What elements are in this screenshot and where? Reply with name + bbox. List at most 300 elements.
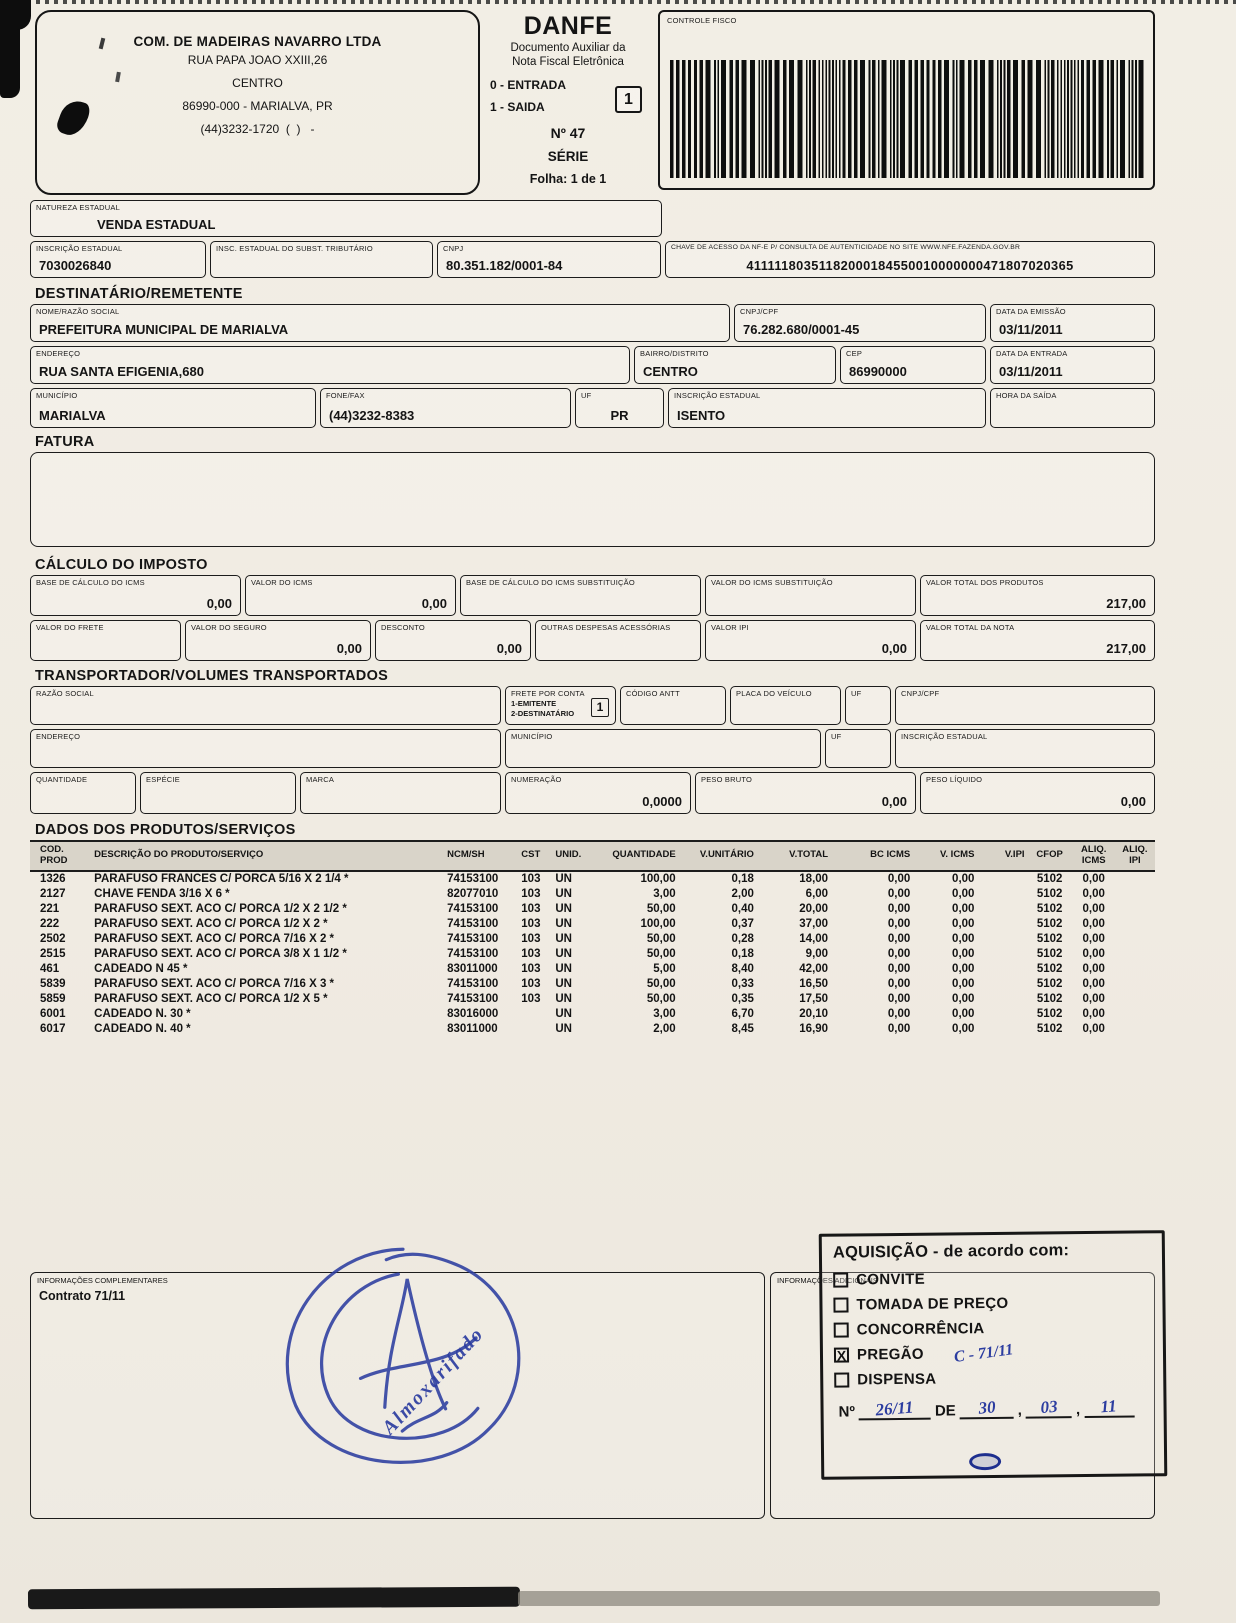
product-cell: 6001 <box>40 1008 66 1021</box>
field-value: 41111180351182000184550010000000471807020365 <box>746 258 1074 273</box>
checkbox-checked-icon: X <box>834 1348 849 1363</box>
product-cell: 0,00 <box>952 888 975 901</box>
handwritten-numero: 26/11 <box>859 1400 931 1421</box>
product-column-header: V.TOTAL <box>756 841 830 871</box>
field-label: VALOR DO SEGURO <box>191 623 267 632</box>
field-endereco-destinatario <box>30 346 630 384</box>
product-cell: 3,00 <box>653 1008 676 1021</box>
product-cell: 17,50 <box>799 993 829 1006</box>
field-label: DATA DA ENTRADA <box>996 349 1068 358</box>
section-title-destinatario: DESTINATÁRIO/REMETENTE <box>35 286 243 302</box>
product-cell: 0,00 <box>887 978 911 991</box>
stamp-option <box>834 1339 1152 1367</box>
product-cell: 0,00 <box>952 993 975 1006</box>
field-inscricao-estadual <box>30 241 206 278</box>
product-cell: 20,10 <box>799 1008 829 1021</box>
field-value: 0,00 <box>336 641 362 656</box>
field-nome-razao-social <box>30 304 730 342</box>
frete-conta-options <box>511 699 574 719</box>
product-cell: 6,70 <box>731 1008 754 1021</box>
product-cell: 0,28 <box>731 933 754 946</box>
field-value: 0,00 <box>496 641 522 656</box>
section-title-transportador: TRANSPORTADOR/VOLUMES TRANSPORTADOS <box>35 668 389 684</box>
product-cell: 103 <box>521 933 541 946</box>
product-cell: 5102 <box>1036 888 1063 901</box>
product-cell: 5102 <box>1036 993 1063 1006</box>
product-cell <box>1115 917 1155 932</box>
field-outras-despesas <box>535 620 701 661</box>
field-especie <box>140 772 296 814</box>
field-label: ENDEREÇO <box>36 349 81 358</box>
product-cell: 103 <box>521 918 541 931</box>
product-cell: 0,00 <box>887 873 911 886</box>
field-value: 7030026840 <box>39 258 112 273</box>
product-cell: UN <box>555 978 572 991</box>
field-value: MARIALVA <box>39 408 106 423</box>
danfe-option-entrada: 0 - ENTRADA <box>490 78 567 92</box>
product-cell: UN <box>555 993 572 1006</box>
product-cell: 0,00 <box>1082 978 1105 991</box>
field-label: BAIRRO/DISTRITO <box>640 349 709 358</box>
product-cell: PARAFUSO SEXT. ACO C/ PORCA 7/16 X 3 * <box>94 978 335 991</box>
product-cell: 103 <box>521 993 541 1006</box>
product-cell: 0,40 <box>731 903 754 916</box>
product-cell: 103 <box>521 963 541 976</box>
product-cell: 5839 <box>40 978 66 991</box>
product-cell: 0,00 <box>1082 963 1105 976</box>
product-cell: PARAFUSO SEXT. ACO C/ PORCA 1/2 X 2 1/2 * <box>94 903 347 916</box>
product-cell: 0,18 <box>731 873 754 886</box>
product-cell: 74153100 <box>447 918 499 931</box>
field-label: UF <box>851 689 862 698</box>
product-cell: UN <box>555 1008 572 1021</box>
field-codigo-antt <box>620 686 726 725</box>
field-value: 03/11/2011 <box>999 364 1063 379</box>
product-cell: 0,00 <box>952 1023 975 1036</box>
product-cell <box>976 962 1026 977</box>
product-row <box>30 871 1155 887</box>
product-cell: 103 <box>521 873 541 886</box>
scan-artifact <box>0 0 31 30</box>
field-marca <box>300 772 501 814</box>
product-row <box>30 1022 1155 1037</box>
product-column-header: ALIQ. ICMS <box>1073 841 1115 871</box>
product-cell <box>1115 977 1155 992</box>
field-label: CNPJ/CPF <box>740 307 779 316</box>
stamp-number-row <box>834 1397 1152 1420</box>
product-row <box>30 992 1155 1007</box>
stamp-option <box>833 1289 1151 1317</box>
product-cell: 0,00 <box>887 993 911 1006</box>
field-inscricao-estadual-transportador <box>895 729 1155 768</box>
field-label: PESO LÍQUIDO <box>926 775 983 784</box>
product-cell: 0,00 <box>952 1008 975 1021</box>
product-cell: 0,00 <box>1082 888 1105 901</box>
field-label: VALOR DO ICMS <box>251 578 313 587</box>
product-cell: 100,00 <box>640 918 676 931</box>
field-label: VALOR IPI <box>711 623 749 632</box>
product-cell <box>976 1022 1026 1037</box>
checkbox-icon <box>833 1298 848 1313</box>
product-cell: 42,00 <box>799 963 829 976</box>
field-value: 0,00 <box>1120 794 1146 809</box>
product-cell: 6017 <box>40 1023 66 1036</box>
product-cell: 5102 <box>1036 978 1063 991</box>
field-value: PR <box>610 408 629 423</box>
product-column-header: DESCRIÇÃO DO PRODUTO/SERVIÇO <box>92 841 445 871</box>
product-cell <box>976 917 1026 932</box>
product-cell: 0,00 <box>952 933 975 946</box>
stamp-option <box>834 1364 1152 1392</box>
product-cell: 0,00 <box>887 903 911 916</box>
product-column-header: V.UNITÁRIO <box>678 841 756 871</box>
field-valor-total-nota <box>920 620 1155 661</box>
field-frete-por-conta <box>505 686 616 725</box>
stamp-option-label: TOMADA DE PREÇO <box>856 1294 1009 1314</box>
stamp-option <box>833 1264 1151 1292</box>
product-cell: 0,00 <box>887 888 911 901</box>
products-table-header-row <box>30 841 1155 871</box>
product-cell: 50,00 <box>646 933 676 946</box>
product-cell: 0,00 <box>887 918 911 931</box>
product-cell: UN <box>555 1023 572 1036</box>
product-column-header: CFOP <box>1027 841 1073 871</box>
product-cell <box>976 977 1026 992</box>
field-value: 03/11/2011 <box>999 322 1063 337</box>
field-label: ENDEREÇO <box>36 732 81 741</box>
field-value: ISENTO <box>677 408 726 423</box>
field-label: INSCRIÇÃO ESTADUAL <box>36 244 123 253</box>
fatura-box <box>30 452 1155 547</box>
field-label: RAZÃO SOCIAL <box>36 689 94 698</box>
barcode <box>670 60 1147 178</box>
product-cell: 83016000 <box>447 1008 499 1021</box>
product-cell <box>1115 992 1155 1007</box>
danfe-subtitle: Nota Fiscal Eletrônica <box>512 56 624 68</box>
handwritten-mes: 03 <box>1026 1398 1072 1418</box>
stamp-numero-label: Nº <box>838 1403 855 1421</box>
product-cell: 2127 <box>40 888 66 901</box>
product-cell: CADEADO N. 30 * <box>94 1008 191 1021</box>
product-row <box>30 947 1155 962</box>
product-cell: PARAFUSO SEXT. ACO C/ PORCA 1/2 X 2 * <box>94 918 328 931</box>
stamp-option-label: PREGÃO <box>856 1345 924 1364</box>
danfe-title: DANFE <box>523 12 613 40</box>
field-label: UF <box>831 732 842 741</box>
field-label: INSCRIÇÃO ESTADUAL <box>674 391 761 400</box>
field-label: VALOR DO FRETE <box>36 623 104 632</box>
product-cell: 5,00 <box>653 963 676 976</box>
product-cell <box>1115 902 1155 917</box>
product-cell: 0,00 <box>887 948 911 961</box>
product-cell: 5102 <box>1036 1023 1063 1036</box>
stamp-de-label: DE <box>934 1402 956 1420</box>
field-valor-icms-substituicao <box>705 575 916 616</box>
controle-fisco-box <box>658 10 1155 190</box>
checkbox-icon <box>834 1373 849 1388</box>
product-cell: 2515 <box>40 948 66 961</box>
emitter-address-line: 86990-000 - MARIALVA, PR <box>182 99 333 113</box>
field-uf-destinatario <box>575 388 664 428</box>
product-cell: 221 <box>40 903 60 916</box>
field-label: VALOR DO ICMS SUBSTITUIÇÃO <box>711 578 833 587</box>
danfe-block <box>482 12 654 196</box>
field-label: NATUREZA ESTADUAL <box>36 203 120 212</box>
danfe-subtitle: Documento Auxiliar da <box>510 42 626 54</box>
product-cell: 0,00 <box>952 978 975 991</box>
product-cell: 0,00 <box>887 933 911 946</box>
field-value: 0,00 <box>881 641 907 656</box>
field-label: CNPJ/CPF <box>901 689 940 698</box>
stamp-comma: , <box>1075 1401 1081 1419</box>
field-value: CENTRO <box>643 364 698 379</box>
field-label: INSCRIÇÃO ESTADUAL <box>901 732 988 741</box>
product-cell: 8,40 <box>731 963 754 976</box>
field-label: MARCA <box>306 775 335 784</box>
field-numeracao <box>505 772 691 814</box>
stamp-title: AQUISIÇÃO - de acordo com: <box>832 1241 1070 1262</box>
controle-fisco-label: CONTROLE FISCO <box>667 16 737 25</box>
field-value: 217,00 <box>1106 641 1146 656</box>
field-valor-icms <box>245 575 456 616</box>
product-row <box>30 977 1155 992</box>
field-valor-frete <box>30 620 181 661</box>
product-cell: CHAVE FENDA 3/16 X 6 * <box>94 888 230 901</box>
field-label: HORA DA SAÍDA <box>996 391 1057 400</box>
field-label: VALOR TOTAL DOS PRODUTOS <box>926 578 1044 587</box>
products-table-body <box>30 871 1155 1037</box>
danfe-folha: Folha: 1 de 1 <box>529 172 607 186</box>
product-cell: 5102 <box>1036 903 1063 916</box>
field-value: 0,00 <box>206 596 232 611</box>
field-valor-seguro <box>185 620 371 661</box>
stamp-option-label: CONCORRÊNCIA <box>856 1320 985 1339</box>
product-cell: 20,00 <box>799 903 829 916</box>
product-cell: 2,00 <box>731 888 754 901</box>
product-cell <box>976 902 1026 917</box>
frete-opcao-emitente: 1-EMITENTE <box>511 699 557 708</box>
field-value: 0,00 <box>881 794 907 809</box>
field-label: OUTRAS DESPESAS ACESSÓRIAS <box>541 623 671 632</box>
product-cell: 0,00 <box>1082 933 1105 946</box>
product-cell: 74153100 <box>447 903 499 916</box>
product-row <box>30 1007 1155 1022</box>
field-label: ESPÉCIE <box>146 775 180 784</box>
product-cell <box>976 871 1026 887</box>
product-cell: UN <box>555 888 572 901</box>
stamp-option <box>834 1314 1152 1342</box>
product-cell: 74153100 <box>447 948 499 961</box>
product-cell: 0,33 <box>731 978 754 991</box>
product-cell: 0,37 <box>731 918 754 931</box>
product-cell <box>976 947 1026 962</box>
field-label: FRETE POR CONTA <box>511 689 585 698</box>
product-cell: 0,00 <box>887 963 911 976</box>
product-cell: 0,00 <box>952 873 975 886</box>
field-value: 0,00 <box>421 596 447 611</box>
product-cell: 2,00 <box>653 1023 676 1036</box>
product-cell: 0,35 <box>731 993 754 1006</box>
field-value: PREFEITURA MUNICIPAL DE MARIALVA <box>39 322 289 337</box>
field-bc-icms <box>30 575 241 616</box>
emitter-address-line: RUA PAPA JOAO XXIII,26 <box>187 53 328 67</box>
product-cell: 8,45 <box>731 1023 754 1036</box>
products-table <box>30 840 1155 1037</box>
field-value: RUA SANTA EFIGENIA,680 <box>39 364 204 379</box>
field-uf-veiculo <box>845 686 891 725</box>
product-cell <box>976 932 1026 947</box>
product-cell: UN <box>555 933 572 946</box>
product-cell: PARAFUSO FRANCES C/ PORCA 5/16 X 2 1/4 * <box>94 873 349 886</box>
handwritten-dia: 30 <box>960 1399 1014 1420</box>
field-label: NUMERAÇÃO <box>511 775 562 784</box>
field-label: VALOR TOTAL DA NOTA <box>926 623 1015 632</box>
emitter-phone: (44)3232-1720 ( ) - <box>200 122 315 136</box>
field-valor-total-produtos <box>920 575 1155 616</box>
field-label: CÓDIGO ANTT <box>626 689 680 698</box>
frete-opcao-destinatario: 2-DESTINATÁRIO <box>511 709 575 718</box>
field-cnpj-cpf-destinatario <box>734 304 986 342</box>
product-cell <box>519 1007 553 1022</box>
field-label: CEP <box>846 349 863 358</box>
product-cell: 5102 <box>1036 918 1063 931</box>
product-column-header: V.IPI <box>976 841 1026 871</box>
section-title-imposto: CÁLCULO DO IMPOSTO <box>35 557 208 573</box>
emitter-box <box>35 10 480 195</box>
product-cell: 16,90 <box>799 1023 829 1036</box>
product-column-header: QUANTIDADE <box>597 841 677 871</box>
product-cell: 5859 <box>40 993 66 1006</box>
box-label: INFORMAÇÕES COMPLEMENTARES <box>37 1276 168 1285</box>
product-cell: 0,00 <box>887 1023 911 1036</box>
section-title-fatura: FATURA <box>35 434 95 450</box>
handwritten-note: C - 71/11 <box>952 1340 1015 1366</box>
product-cell: 0,00 <box>1082 903 1105 916</box>
field-bairro-distrito <box>634 346 836 384</box>
product-cell: 6,00 <box>805 888 829 901</box>
product-cell: UN <box>555 918 572 931</box>
field-valor-ipi <box>705 620 916 661</box>
product-cell: 2502 <box>40 933 66 946</box>
product-cell: 0,00 <box>952 948 975 961</box>
field-endereco-transportador <box>30 729 501 768</box>
product-cell: 37,00 <box>799 918 829 931</box>
field-hora-saida <box>990 388 1155 428</box>
emitter-name: COM. DE MADEIRAS NAVARRO LTDA <box>133 34 382 49</box>
product-cell: 0,00 <box>952 903 975 916</box>
product-cell: 5102 <box>1036 933 1063 946</box>
field-razao-social-transportador <box>30 686 501 725</box>
product-cell: 74153100 <box>447 978 499 991</box>
product-column-header: CST <box>519 841 553 871</box>
product-cell: 0,00 <box>1082 918 1105 931</box>
product-cell: 100,00 <box>640 873 676 886</box>
product-cell: 3,00 <box>653 888 676 901</box>
stamp-option-label: CONVITE <box>856 1270 926 1289</box>
field-value: 80.351.182/0001-84 <box>446 258 563 273</box>
field-label: MUNICÍPIO <box>511 732 553 741</box>
field-cnpj-cpf-transportador <box>895 686 1155 725</box>
danfe-tipo-box: 1 <box>615 86 642 113</box>
danfe-numero: Nº 47 <box>550 125 586 141</box>
product-cell: 0,00 <box>887 1008 911 1021</box>
product-cell: 222 <box>40 918 60 931</box>
product-cell <box>976 992 1026 1007</box>
field-label: MUNICÍPIO <box>36 391 78 400</box>
product-row <box>30 917 1155 932</box>
product-cell: 5102 <box>1036 963 1063 976</box>
field-peso-liquido <box>920 772 1155 814</box>
field-value: 217,00 <box>1106 596 1146 611</box>
product-cell <box>1115 932 1155 947</box>
field-quantidade-volumes <box>30 772 136 814</box>
handwritten-almoxarifado: Almoxarifado <box>378 1322 489 1440</box>
stamp-option-label: DISPENSA <box>857 1370 937 1389</box>
stamp-ellipse-mark <box>969 1453 1001 1470</box>
product-cell: 0,00 <box>952 918 975 931</box>
product-cell: UN <box>555 963 572 976</box>
handwritten-ano: 11 <box>1084 1398 1134 1419</box>
product-column-header: ALIQ. IPI <box>1115 841 1155 871</box>
field-cnpj-emitente <box>437 241 661 278</box>
checkbox-icon <box>833 1273 848 1288</box>
emitter-address-line: CENTRO <box>232 76 283 90</box>
product-cell: CADEADO N. 40 * <box>94 1023 191 1036</box>
product-cell: 0,00 <box>1082 948 1105 961</box>
product-cell: 1326 <box>40 873 66 886</box>
field-label: FONE/FAX <box>326 391 365 400</box>
product-cell: 74153100 <box>447 933 499 946</box>
box-label: INFORMAÇÕES ADICIONAIS <box>777 1276 878 1285</box>
field-label: PESO BRUTO <box>701 775 753 784</box>
danfe-serie: SÉRIE <box>547 149 589 164</box>
stamp-comma: , <box>1017 1401 1022 1419</box>
field-value: 86990000 <box>849 364 907 379</box>
field-label: CNPJ <box>443 244 464 253</box>
product-cell: PARAFUSO SEXT. ACO C/ PORCA 7/16 X 2 * <box>94 933 335 946</box>
danfe-option-saida: 1 - SAIDA <box>490 100 545 114</box>
field-inscricao-estadual-destinatario <box>668 388 986 428</box>
product-cell: 18,00 <box>799 873 829 886</box>
field-chave-acesso <box>665 241 1155 278</box>
product-cell <box>1115 1022 1155 1037</box>
field-value: 0,0000 <box>642 794 682 809</box>
field-data-entrada <box>990 346 1155 384</box>
frete-tipo-box: 1 <box>591 698 609 717</box>
product-cell: 50,00 <box>646 948 676 961</box>
contrato-text: Contrato 71/11 <box>39 1289 126 1303</box>
product-cell: UN <box>555 903 572 916</box>
product-row <box>30 962 1155 977</box>
product-cell: 0,00 <box>952 963 975 976</box>
field-natureza-operacao <box>30 200 662 237</box>
field-municipio-transportador <box>505 729 821 768</box>
field-cep <box>840 346 986 384</box>
field-label: CHAVE DE ACESSO DA NF-E P/ CONSULTA DE AUTENTICIDADE NO SITE WWW.NFE.FAZENDA.GOV.BR <box>671 244 1021 251</box>
product-cell <box>1115 871 1155 887</box>
product-row <box>30 887 1155 902</box>
signature-ink <box>233 1202 578 1513</box>
field-label: DATA DA EMISSÃO <box>996 307 1066 316</box>
product-cell <box>1115 962 1155 977</box>
product-column-header: V. ICMS <box>912 841 976 871</box>
field-label: DESCONTO <box>381 623 425 632</box>
product-cell <box>1115 1007 1155 1022</box>
product-cell: 14,00 <box>799 933 829 946</box>
product-cell: 103 <box>521 903 541 916</box>
field-label: PLACA DO VEÍCULO <box>736 689 812 698</box>
field-label: UF <box>581 391 592 400</box>
